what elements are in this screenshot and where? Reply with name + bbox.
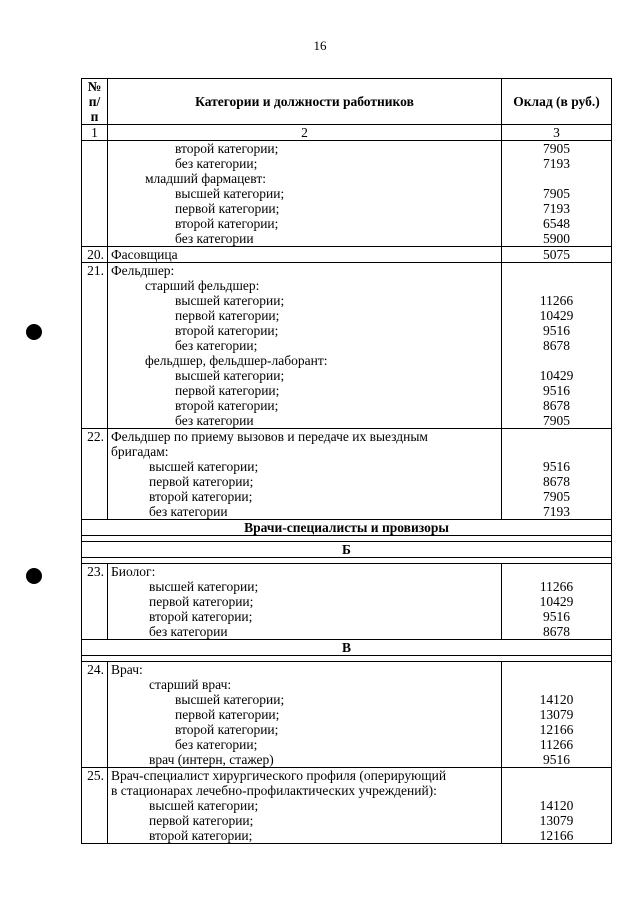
salary-value: 10429 xyxy=(539,594,574,609)
salary-value xyxy=(505,444,608,459)
line-text: второй категории; xyxy=(149,828,253,843)
header-row xyxy=(82,79,612,125)
line-text: высшей категории; xyxy=(149,459,259,474)
letter-heading: В xyxy=(82,640,612,656)
salary-value: 8678 xyxy=(543,338,570,353)
line-text: старший врач: xyxy=(149,677,232,692)
salary-value: 8678 xyxy=(543,398,570,413)
section-heading-row xyxy=(82,520,612,536)
salary-value: 9516 xyxy=(543,383,570,398)
row-description xyxy=(108,768,502,844)
line-text: врач (интерн, стажер) xyxy=(149,752,274,767)
line-text: первой категории; xyxy=(149,474,254,489)
table-row xyxy=(82,662,612,768)
line-text: Биолог: xyxy=(111,564,156,579)
salary-value xyxy=(505,662,608,677)
line-text: первой категории; xyxy=(175,201,280,216)
punch-hole-mark xyxy=(26,568,42,584)
line-text: без категории; xyxy=(175,156,258,171)
line-text: второй категории; xyxy=(175,398,279,413)
salary-value: 7905 xyxy=(543,141,570,156)
letter-heading-row xyxy=(82,640,612,656)
salary-value: 13079 xyxy=(539,707,574,722)
row-number: 22. xyxy=(82,429,108,520)
salary-value xyxy=(505,429,608,444)
salary-value: 9516 xyxy=(543,609,570,624)
row-description xyxy=(108,564,502,640)
line-text: Врач: xyxy=(111,662,143,677)
line-text: старший фельдшер: xyxy=(145,278,260,293)
column-index-row xyxy=(82,125,612,141)
salary-value xyxy=(505,677,608,692)
salary-value: 5075 xyxy=(543,247,570,262)
salary-value: 11266 xyxy=(539,293,574,308)
salary-value: 5900 xyxy=(543,231,570,246)
letter-heading-row xyxy=(82,542,612,558)
salary-value xyxy=(505,278,608,293)
header-salary: Оклад (в руб.) xyxy=(502,79,612,125)
salary-value: 9516 xyxy=(543,323,570,338)
row-number xyxy=(82,141,108,247)
row-salary xyxy=(502,429,612,520)
salary-value xyxy=(505,171,608,186)
salary-value: 7193 xyxy=(543,201,570,216)
salary-value: 8678 xyxy=(543,624,570,639)
line-text: без категории xyxy=(175,413,254,428)
line-text: без категории; xyxy=(175,737,258,752)
line-text: высшей категории; xyxy=(175,692,285,707)
line-text: Фасовщица xyxy=(111,247,178,262)
salary-value: 7905 xyxy=(543,186,570,201)
row-number: 24. xyxy=(82,662,108,768)
column-index: 1 xyxy=(82,125,108,141)
line-text: второй категории; xyxy=(175,141,279,156)
salary-value: 7905 xyxy=(543,489,570,504)
table-row xyxy=(82,263,612,429)
salary-value: 10429 xyxy=(539,368,574,383)
punch-hole-mark xyxy=(26,324,42,340)
page-number: 16 xyxy=(313,38,327,53)
salary-value: 13079 xyxy=(539,813,574,828)
row-number: 25. xyxy=(82,768,108,844)
line-text: высшей категории; xyxy=(175,186,285,201)
row-number: 20. xyxy=(82,247,108,263)
line-text: Фельдшер по приему вызовов и передаче их выездным xyxy=(111,429,428,444)
salary-value: 7193 xyxy=(543,504,570,519)
line-text: высшей категории; xyxy=(175,368,285,383)
row-description xyxy=(108,263,502,429)
line-text: в стационарах лечебно-профилактических учреждений): xyxy=(111,783,437,798)
line-text: фельдшер, фельдшер-лаборант: xyxy=(145,353,328,368)
salary-value xyxy=(505,768,608,783)
row-description xyxy=(108,141,502,247)
line-text: второй категории; xyxy=(149,609,253,624)
line-text: первой категории; xyxy=(149,594,254,609)
line-text: второй категории; xyxy=(175,722,279,737)
line-text: высшей категории; xyxy=(149,798,259,813)
salary-value: 12166 xyxy=(539,722,574,737)
row-description xyxy=(108,429,502,520)
line-text: второй категории; xyxy=(175,323,279,338)
salary-table xyxy=(81,78,612,844)
row-salary xyxy=(502,263,612,429)
salary-value: 8678 xyxy=(543,474,570,489)
table-row xyxy=(82,429,612,520)
section-heading: Врачи-специалисты и провизоры xyxy=(82,520,612,536)
line-text: младший фармацевт: xyxy=(145,171,266,186)
line-text: без категории xyxy=(175,231,254,246)
header-category: Категории и должности работников xyxy=(108,79,502,125)
line-text: Фельдшер: xyxy=(111,263,175,278)
salary-value: 7905 xyxy=(543,413,570,428)
salary-value: 11266 xyxy=(539,737,574,752)
salary-value: 10429 xyxy=(539,308,574,323)
salary-value: 11266 xyxy=(539,579,574,594)
line-text: первой категории; xyxy=(175,707,280,722)
salary-value: 9516 xyxy=(543,459,570,474)
salary-value xyxy=(505,564,608,579)
salary-value xyxy=(505,783,608,798)
line-text: первой категории; xyxy=(175,308,280,323)
table-row xyxy=(82,247,612,263)
salary-value: 12166 xyxy=(539,828,574,843)
column-index: 3 xyxy=(502,125,612,141)
table-row xyxy=(82,768,612,844)
salary-value xyxy=(505,353,608,368)
row-salary xyxy=(502,768,612,844)
line-text: без категории xyxy=(149,624,228,639)
row-salary xyxy=(502,662,612,768)
line-text: первой категории; xyxy=(175,383,280,398)
salary-value xyxy=(505,263,608,278)
line-text: первой категории; xyxy=(149,813,254,828)
row-description xyxy=(108,662,502,768)
row-number: 23. xyxy=(82,564,108,640)
table-row xyxy=(82,564,612,640)
row-salary xyxy=(502,247,612,263)
table-row xyxy=(82,141,612,247)
row-description xyxy=(108,247,502,263)
line-text: без категории xyxy=(149,504,228,519)
line-text: Врач-специалист хирургического профиля (оперирующий xyxy=(111,768,447,783)
salary-value: 6548 xyxy=(543,216,570,231)
line-text: высшей категории; xyxy=(149,579,259,594)
line-text: без категории; xyxy=(175,338,258,353)
line-text: бригадам: xyxy=(111,444,169,459)
row-salary xyxy=(502,564,612,640)
salary-value: 7193 xyxy=(543,156,570,171)
letter-heading: Б xyxy=(82,542,612,558)
column-index: 2 xyxy=(108,125,502,141)
line-text: второй категории; xyxy=(149,489,253,504)
row-number: 21. xyxy=(82,263,108,429)
salary-value: 14120 xyxy=(539,692,574,707)
line-text: высшей категории; xyxy=(175,293,285,308)
row-salary xyxy=(502,141,612,247)
header-num: № п/п xyxy=(82,79,108,125)
line-text: второй категории; xyxy=(175,216,279,231)
salary-value: 9516 xyxy=(543,752,570,767)
salary-value: 14120 xyxy=(539,798,574,813)
